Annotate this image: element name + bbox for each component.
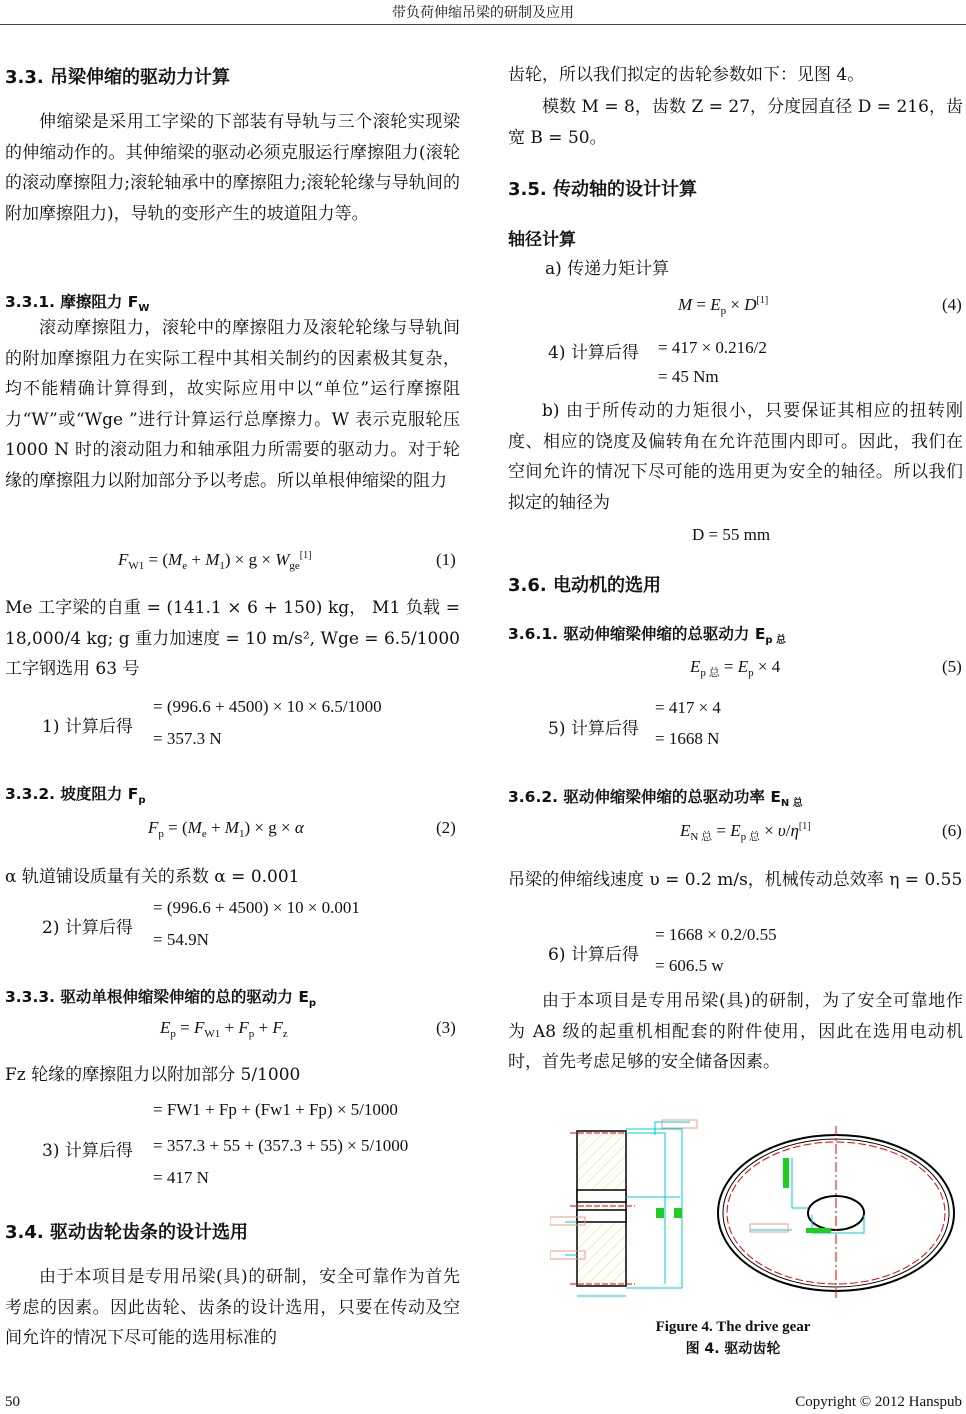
- equation-term: F: [193, 1018, 205, 1037]
- equation-term: p: [158, 828, 164, 840]
- equation-number: (3): [436, 1018, 456, 1037]
- equation-term: × 4: [753, 657, 781, 676]
- equation-number: (5): [942, 657, 962, 676]
- copyright: Copyright © 2012 Hanspub: [795, 1394, 962, 1410]
- calc-line: = 606.5 w: [655, 956, 724, 975]
- paragraph: 伸缩梁是采用工字梁的下部装有导轨与三个滚轮实现梁的伸缩动作的。其伸缩梁的驱动必须克服运行摩擦阻力(滚轮的滚动摩擦阻力;滚轮轴承中的摩擦阻力;滚轮轮缘与导轨间的附加摩擦阻力)，导轨的变形产生的坡道阻力等。: [5, 112, 460, 224]
- equation-term: W: [275, 550, 290, 569]
- equation-1: [118, 550, 311, 572]
- equation-term: [1]: [798, 821, 811, 832]
- equation-term: M: [678, 295, 693, 314]
- subheading: 轴径计算: [508, 230, 576, 250]
- equation-term: E: [710, 295, 721, 314]
- equation-term: α: [294, 818, 304, 837]
- equation-4: [678, 295, 768, 317]
- equation-6: [680, 821, 811, 844]
- equation-number: (1): [436, 550, 456, 569]
- equation-term: ge: [289, 560, 300, 572]
- equation-term: F: [118, 550, 129, 569]
- section-3-6-2-heading: 3.6.2. 驱动伸缩梁伸缩的总驱动功率 $E_{N 总}$: [508, 788, 803, 810]
- calc-label: 6) 计算后得: [548, 945, 639, 965]
- calc-label: 2) 计算后得: [42, 918, 133, 938]
- equation-term: z: [282, 1028, 288, 1040]
- equation-term: ) × g ×: [244, 818, 295, 837]
- page-number: 50: [5, 1394, 20, 1410]
- equation-term: D: [744, 295, 757, 314]
- equation-term: M: [187, 818, 202, 837]
- equation-term: E: [690, 657, 701, 676]
- equation-term: M: [205, 550, 220, 569]
- equation-term: +: [254, 1018, 273, 1037]
- equation-2: [148, 818, 304, 840]
- calc-line: = 1668 N: [655, 729, 720, 748]
- calc-label: 3) 计算后得: [42, 1141, 133, 1161]
- equation-term: E: [737, 657, 749, 676]
- equation-term: N 总: [690, 831, 713, 843]
- equation-term: [1]: [756, 295, 769, 306]
- equation-term: υ: [777, 821, 786, 840]
- equation-term: +: [187, 550, 206, 569]
- equation-term: E: [160, 1018, 171, 1037]
- calc-label: 5) 计算后得: [548, 719, 639, 739]
- section-3-3-1-heading: 3.3.1. 摩擦阻力 $F_W$: [5, 293, 150, 315]
- section-3-6-1-heading: 3.6.1. 驱动伸缩梁伸缩的总驱动力 $E_{p 总}$: [508, 625, 787, 647]
- paragraph: α 轨道铺设质量有关的系数 α = 0.001: [5, 867, 300, 887]
- equation-3: [160, 1018, 288, 1040]
- gear-section-view: [550, 1120, 697, 1296]
- section-3-4-heading: 3.4. 驱动齿轮齿条的设计选用: [5, 1222, 248, 1243]
- calc-line: = (996.6 + 4500) × 10 × 0.001: [153, 898, 360, 917]
- equation-term: W1: [204, 1028, 221, 1040]
- figure-caption-cn: 图 4. 驱动齿轮: [685, 1341, 781, 1357]
- item-a: a) 传递力矩计算: [545, 259, 670, 279]
- equation-term: η: [790, 821, 799, 840]
- section-3-3-heading: 3.3. 吊梁伸缩的驱动力计算: [5, 67, 230, 88]
- section-3-5-heading: 3.5. 传动轴的设计计算: [508, 179, 697, 200]
- header-rule: [0, 24, 966, 25]
- equation-term: = (: [144, 550, 169, 569]
- section-3-3-3-heading: 3.3.3. 驱动单根伸缩梁伸缩的总的驱动力 $E_p$: [5, 988, 317, 1010]
- paragraph: Me 工字梁的自重 = (141.1 × 6 + 150) kg， M1 负载 = 18,000/4 kg; g 重力加速度 = 10 m/s², Wge = 6.5/1000 工字钢选用 63 号: [5, 598, 460, 680]
- calc-line: = 417 × 0.216/2: [658, 338, 767, 357]
- calc-line: = 357.3 + 55 + (357.3 + 55) × 5/1000: [153, 1136, 409, 1155]
- equation-number: (6): [942, 821, 962, 840]
- paragraph: 由于本项目是专用吊梁(具)的研制，为了安全可靠地作为 A8 级的起重机相配套的附件使用，因此在选用电动机时，首先考虑足够的安全储备因素。: [508, 991, 963, 1073]
- equation-term: +: [206, 818, 225, 837]
- shaft-diameter: D = 55 mm: [692, 525, 771, 544]
- paragraph: 吊梁的伸缩线速度 υ = 0.2 m/s，机械传动总效率 η = 0.55: [508, 870, 963, 890]
- equation-term: /: [785, 821, 791, 840]
- equation-term: E: [680, 821, 691, 840]
- running-header: 带负荷伸缩吊梁的研制及应用: [392, 5, 574, 21]
- equation-term: p 总: [700, 667, 720, 679]
- paragraph: Fz 轮缘的摩擦阻力以附加部分 5/1000: [5, 1065, 301, 1085]
- calc-label: 1) 计算后得: [42, 717, 133, 737]
- equation-term: =: [712, 821, 731, 840]
- section-3-3-2-heading: 3.3.2. 坡度阻力 $F_p$: [5, 785, 146, 807]
- calc-line: = 357.3 N: [153, 729, 222, 748]
- calc-label: 4) 计算后得: [548, 343, 639, 363]
- calc-line: = 45 Nm: [658, 367, 719, 386]
- calc-line: = FW1 + Fp + (Fw1 + Fp) × 5/1000: [153, 1100, 398, 1119]
- calc-line: = 54.9N: [153, 930, 209, 949]
- equation-term: +: [220, 1018, 239, 1037]
- equation-term: F: [238, 1018, 249, 1037]
- equation-term: [1]: [299, 550, 312, 561]
- calc-line: = 1668 × 0.2/0.55: [655, 925, 777, 944]
- drive-gear-figure: [550, 1118, 966, 1303]
- equation-term: M: [224, 818, 239, 837]
- equation-term: p: [170, 1028, 176, 1040]
- equation-term: M: [168, 550, 183, 569]
- equation-term: e: [201, 828, 207, 840]
- equation-term: p: [248, 1028, 255, 1040]
- equation-number: (4): [942, 295, 962, 314]
- equation-term: 1: [238, 828, 245, 840]
- equation-5: [690, 657, 780, 680]
- equation-term: ×: [759, 821, 778, 840]
- equation-term: p: [720, 305, 727, 317]
- equation-term: W1: [128, 560, 145, 572]
- calc-line: = 417 N: [153, 1168, 209, 1187]
- equation-term: =: [692, 295, 711, 314]
- section-3-6-heading: 3.6. 电动机的选用: [508, 575, 661, 596]
- calc-line: = 417 × 4: [655, 698, 721, 717]
- equation-term: =: [175, 1018, 194, 1037]
- equation-term: ×: [726, 295, 745, 314]
- paragraph: 滚动摩擦阻力，滚轮中的摩擦阻力及滚轮轮缘与导轨间的附加摩擦阻力在实际工程中其相关制约的因素极其复杂，均不能精确计算得到，故实际应用中以“单位”运行摩擦阻力“W”或“Wge ”进行计算运行总摩擦力。W 表示克服轮压 1000 N 时的滚动阻力和轴承阻力所需要的驱动力。对于轮缘的摩擦阻力以附加部分予以考虑。所以单根伸缩梁的阻力: [5, 318, 460, 491]
- equation-number: (2): [436, 818, 456, 837]
- equation-term: E: [730, 821, 741, 840]
- equation-term: p: [748, 667, 754, 679]
- equation-term: e: [182, 560, 188, 572]
- equation-term: =: [719, 657, 738, 676]
- equation-term: ) × g ×: [224, 550, 276, 569]
- equation-term: 1: [219, 560, 225, 572]
- paragraph: 齿轮，所以我们拟定的齿轮参数如下：见图 4。: [508, 65, 865, 85]
- calc-line: = (996.6 + 4500) × 10 × 6.5/1000: [153, 697, 382, 716]
- figure-caption-en: Figure 4. The drive gear: [655, 1319, 811, 1335]
- gear-front-view: [718, 1126, 954, 1300]
- equation-term: p 总: [740, 831, 760, 843]
- paragraph: 由于本项目是专用吊梁(具)的研制，安全可靠作为首先考虑的因素。因此齿轮、齿条的设计选用，只要在传动及空间允许的情况下尽可能的选用标准的: [5, 1267, 460, 1349]
- equation-term: F: [272, 1018, 283, 1037]
- paragraph: b) 由于所传动的力矩很小，只要保证其相应的扭转刚度、相应的饶度及偏转角在允许范围内即可。因此，我们在空间允许的情况下尽可能的选用更为安全的轴径。所以我们拟定的轴径为: [508, 401, 963, 513]
- equation-term: = (: [163, 818, 188, 837]
- paragraph: 模数 M = 8，齿数 Z = 27，分度园直径 D = 216，齿宽 B = 50。: [508, 97, 963, 148]
- equation-term: F: [148, 818, 159, 837]
